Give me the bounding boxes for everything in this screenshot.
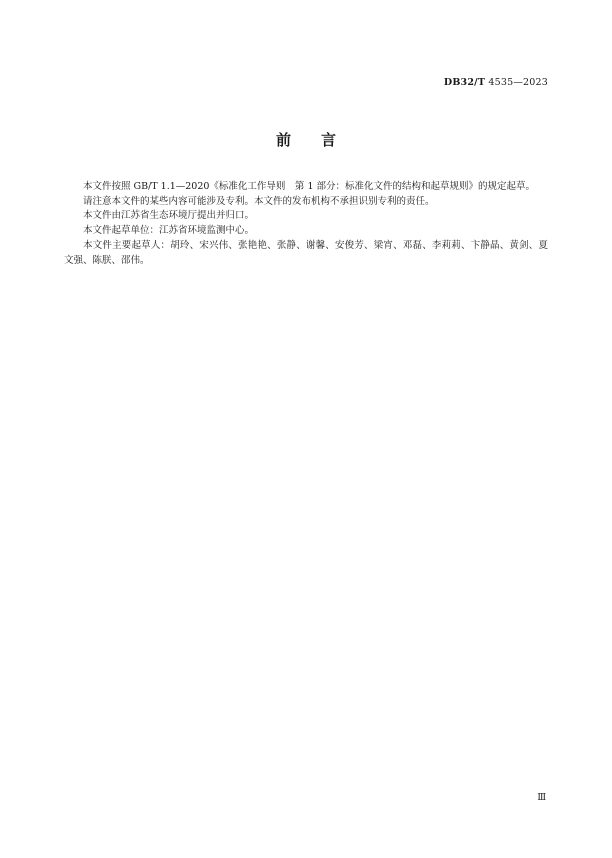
page-number: Ⅲ <box>537 793 546 803</box>
paragraph-drafting-basis: 本文件按照 GB/T 1.1—2020《标准化工作导则 第 1 部分：标准化文件的结构和起草规则》的规定起草。 <box>83 181 536 192</box>
paragraph-drafters: 本文件主要起草人：胡玲、宋兴伟、张艳艳、张静、谢馨、安俊芳、梁宵、邓磊、李莉莉、卞静晶、黄剑、夏文强、陈朕、邵伟。 <box>64 239 548 266</box>
paragraph-patent-notice: 请注意本文件的某些内容可能涉及专利。本文件的发布机构不承担识别专利的责任。 <box>83 195 435 207</box>
paragraph-drafting-unit: 本文件起草单位：江苏省环境监测中心。 <box>83 225 255 237</box>
foreword-body <box>64 180 548 268</box>
standard-number: 4535—2023 <box>488 77 548 88</box>
standard-prefix: DB32/T <box>443 77 486 88</box>
document-code <box>444 77 548 88</box>
section-heading: 前言 <box>275 131 366 149</box>
paragraph-proposer: 本文件由江苏省生态环境厅提出并归口。 <box>83 210 255 222</box>
